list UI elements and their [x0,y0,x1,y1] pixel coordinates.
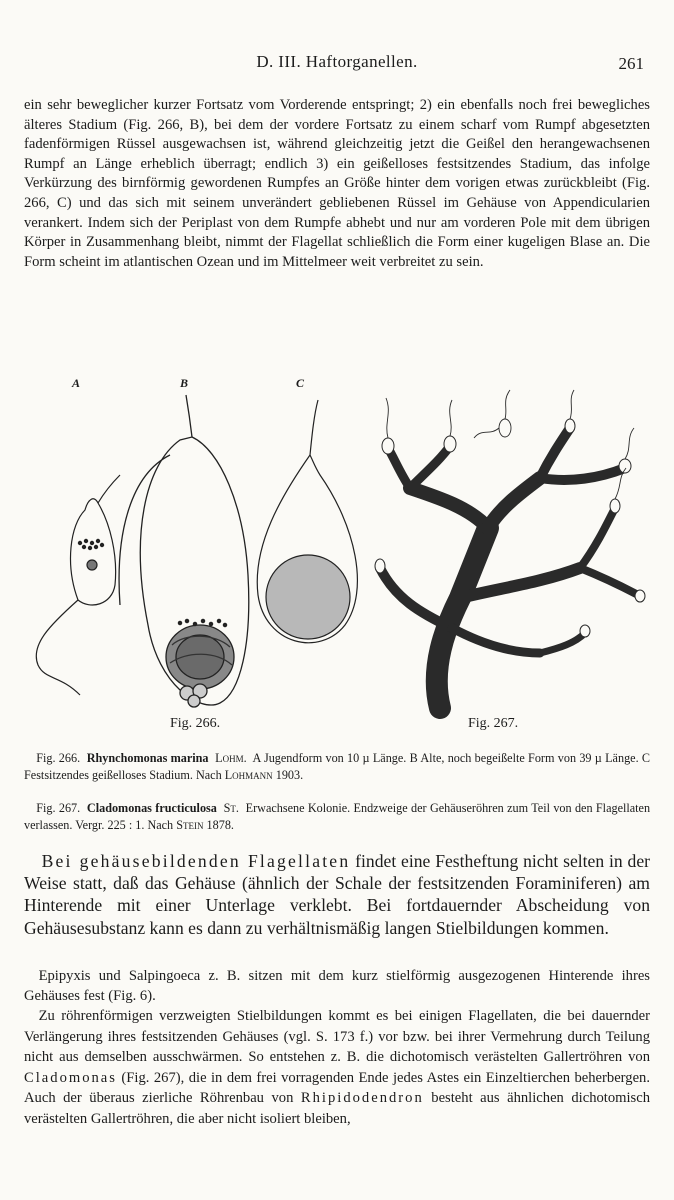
lead-paragraph [24,850,650,939]
page-number: 261 [618,54,644,73]
caption-266-species: Rhynchomonas marina [86,751,209,765]
caption-266-year: 1903. [275,768,304,782]
running-title: D. III. Haftorganellen. [256,52,418,71]
paragraph-2 [24,966,650,1006]
figure-letter-a: A [72,376,81,390]
figure-267-label: Fig. 267. [468,716,519,731]
caption-266-author: Lohm. [215,751,247,765]
caption-266-text: A Jugendform von 10 µ Länge. B Alte, noch begeißelte Form von 39 µ Länge. C Festsitzendes geißelloses Stadium. Nach [24,751,651,782]
figure-letter-c: C [296,376,305,390]
figure-266c-sessile [257,400,357,643]
caption-267-year: 1878. [206,818,234,832]
caption-267-species: Cladomonas fructiculosa [86,801,217,815]
paragraph-3 [24,1006,650,1129]
figure-area [0,370,674,742]
genus-rhipidodendron: Rhipidodendron [300,1090,424,1106]
caption-267-author: St. [223,801,239,815]
caption-fig-266 [24,750,650,784]
paragraph-3-part1: Zu röhrenförmigen verzweigten Stielbildungen kommt es bei einigen Flagellaten, die bei dauernder Verlängerung ihres festsitzenden Gehäuses (vgl. S. 173 f.) vor bzw. bei ihrer Vermehrung durch Teilung nicht aus demselben ausschwärmen. So entstehen z. B. die dichotomisch verästelten Gallertröhren von [24,1008,650,1065]
paragraph-2-text: Epipyxis und Salpingoeca z. B. sitzen mit dem kurz stielförmig ausgezogenen Hinterende ihres Gehäuses fest (Fig. 6). [24,968,650,1004]
figure-letter-b: B [180,376,189,390]
figure-266-label: Fig. 266. [170,716,221,731]
running-head [0,50,674,74]
paragraph-3-part2: (Fig. 267), die in dem frei vorragenden Ende jedes Astes ein Einzeltierchen beherbergen. Auch der überaus zierliche Röhrenbau von [24,1069,650,1106]
figure-266a-juvenile [36,475,120,695]
lead-rest: findet eine Festheftung nicht selten in der Weise statt, daß das Gehäuse (ähnlich der Schale der festsitzenden Foraminiferen) am Hinterende mit einer Unterlage verklebt. Bei fortdauernder Abscheidung von Gehäusesubstanz kann es dann zu verhältnismäßig langen Stielbildungen kommen. [24,851,650,938]
caption-266-source: Lohmann [224,768,273,782]
figure-266b-adult [119,395,249,707]
paragraph-1: ein sehr beweglicher kurzer Fortsatz vom Vorderende entspringt; 2) ein ebenfalls noch frei bewegliches älteres Stadium (Fig. 266, B), bei dem der vordere Fortsatz zu einem scharf vom Rumpf abgesetzten fadenförmigen Rüssel ausgewachsen ist, während gleichzeitig jetzt die Geißel den herangewachsenen Rumpf an Länge erheblich überragt; endlich 3) ein geißelloses festsitzendes Stadium, das infolge Verkürzung des birnförmig gewordenen Rumpfes an Größe hinter dem vorigen etwas zurückbleibt (Fig. 266, C) und das sich mit seinem unverändert gebliebenen Rüssel im Gehäuse von Appendicularien verankert. Indem sich der Periplast von dem Rumpfe abhebt und nur am vorderen Pole mit dem übrigen Körper in Zusammenhang bleibt, nimmt der Flagellat schließlich die Form einer kugeligen Blase an. Die Form scheint im atlantischen Ozean und im Mittelmeer weit verbreitet zu sein. [24,97,650,270]
caption-267-text: Erwachsene Kolonie. Endzweige der Gehäuseröhren zum Teil von den Flagellaten verlassen. Vergr. 225 : 1. Nach [24,801,651,832]
genus-cladomonas: Cladomonas [24,1069,117,1086]
caption-267-prefix: Fig. 267. [36,801,81,815]
figure-267-colony [370,398,650,718]
caption-fig-267 [24,800,650,834]
lead-spaced-term: Bei gehäusebildenden Flagellaten [41,851,351,871]
figure-266-drawing [20,395,380,735]
caption-266-prefix: Fig. 266. [36,751,81,765]
caption-267-source: Stein [176,818,204,832]
paragraph-3-part3: besteht aus ähnlichen dichotomisch verästelten Gallertröhren, die aber nicht isoliert bleiben, [24,1090,650,1127]
